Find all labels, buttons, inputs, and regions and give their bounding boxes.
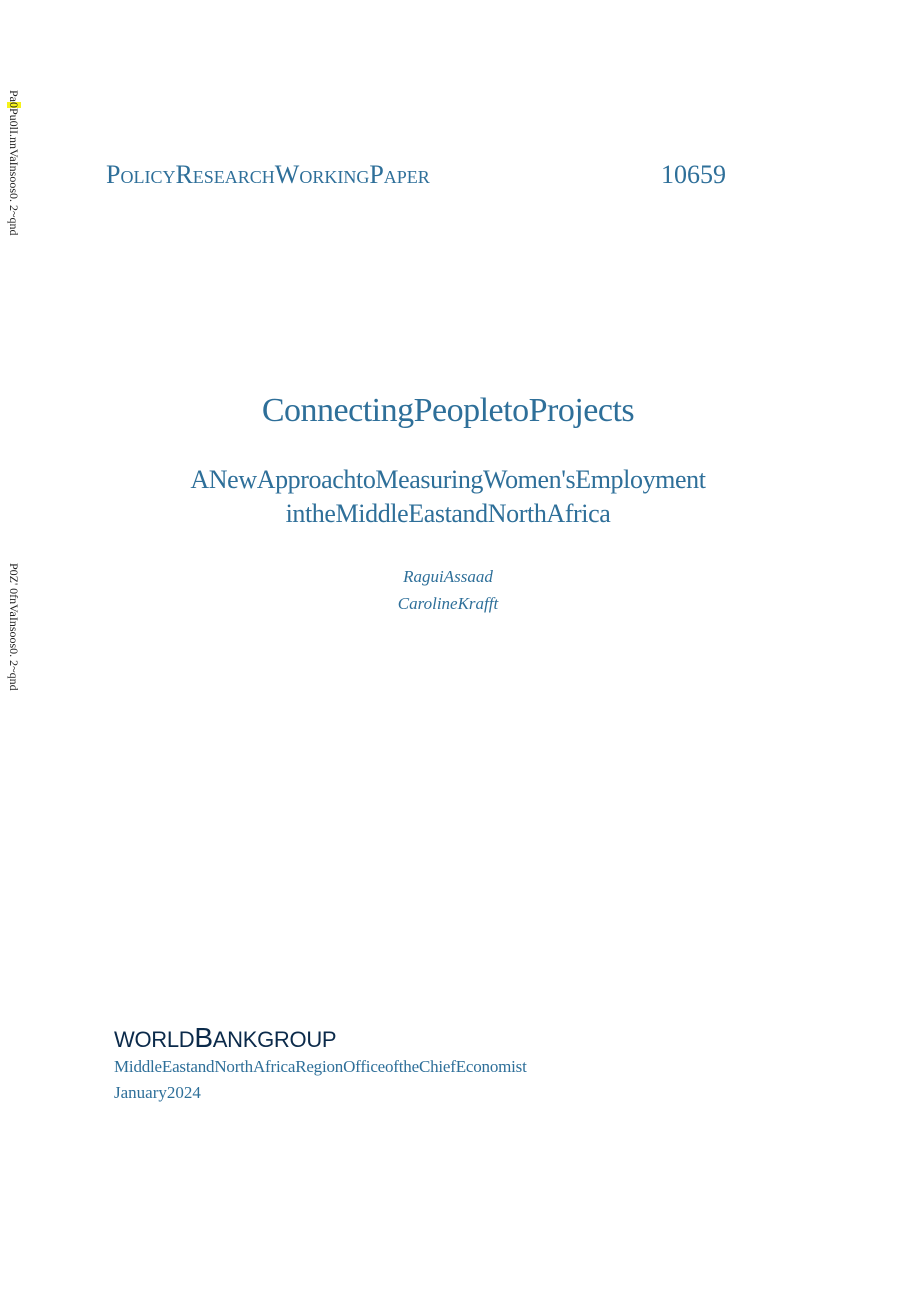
- series-name: PolicyResearchWorkingPaper: [106, 160, 430, 189]
- subtitle-line-1: ANewApproachtoMeasuringWomen'sEmployment: [190, 465, 706, 494]
- author-list: [0, 563, 896, 617]
- logo-word-world: WORLD: [114, 1027, 195, 1052]
- side-watermark-top-start: Pa: [7, 90, 21, 102]
- highlighted-mark: 0: [7, 102, 21, 108]
- department-name: MiddleEastandNorthAfricaRegionOfficeoftheChiefEconomist: [114, 1057, 527, 1076]
- subtitle-line-2: intheMiddleEastandNorthAfrica: [285, 499, 611, 528]
- document-subtitle: [0, 463, 896, 531]
- logo-letter-b: B: [194, 1022, 213, 1053]
- world-bank-group-logo: [114, 1022, 336, 1054]
- side-watermark-top: [8, 90, 20, 236]
- paper-number: 10659: [661, 160, 726, 189]
- author-2: CarolineKrafft: [397, 594, 499, 613]
- publication-date: January2024: [114, 1083, 201, 1102]
- series-header: [106, 158, 726, 192]
- logo-word-bankgroup: ANKGROUP: [212, 1027, 337, 1052]
- side-watermark-top-rest: Pu0lI.nnVaInsoos0. 2~qnd: [7, 108, 21, 236]
- author-1: RaguiAssaad: [403, 567, 493, 586]
- side-watermark-bottom: P0Z' 0fnVaInsoos0. 2~qnd: [7, 563, 21, 691]
- document-title: ConnectingPeopletoProjects: [261, 392, 635, 429]
